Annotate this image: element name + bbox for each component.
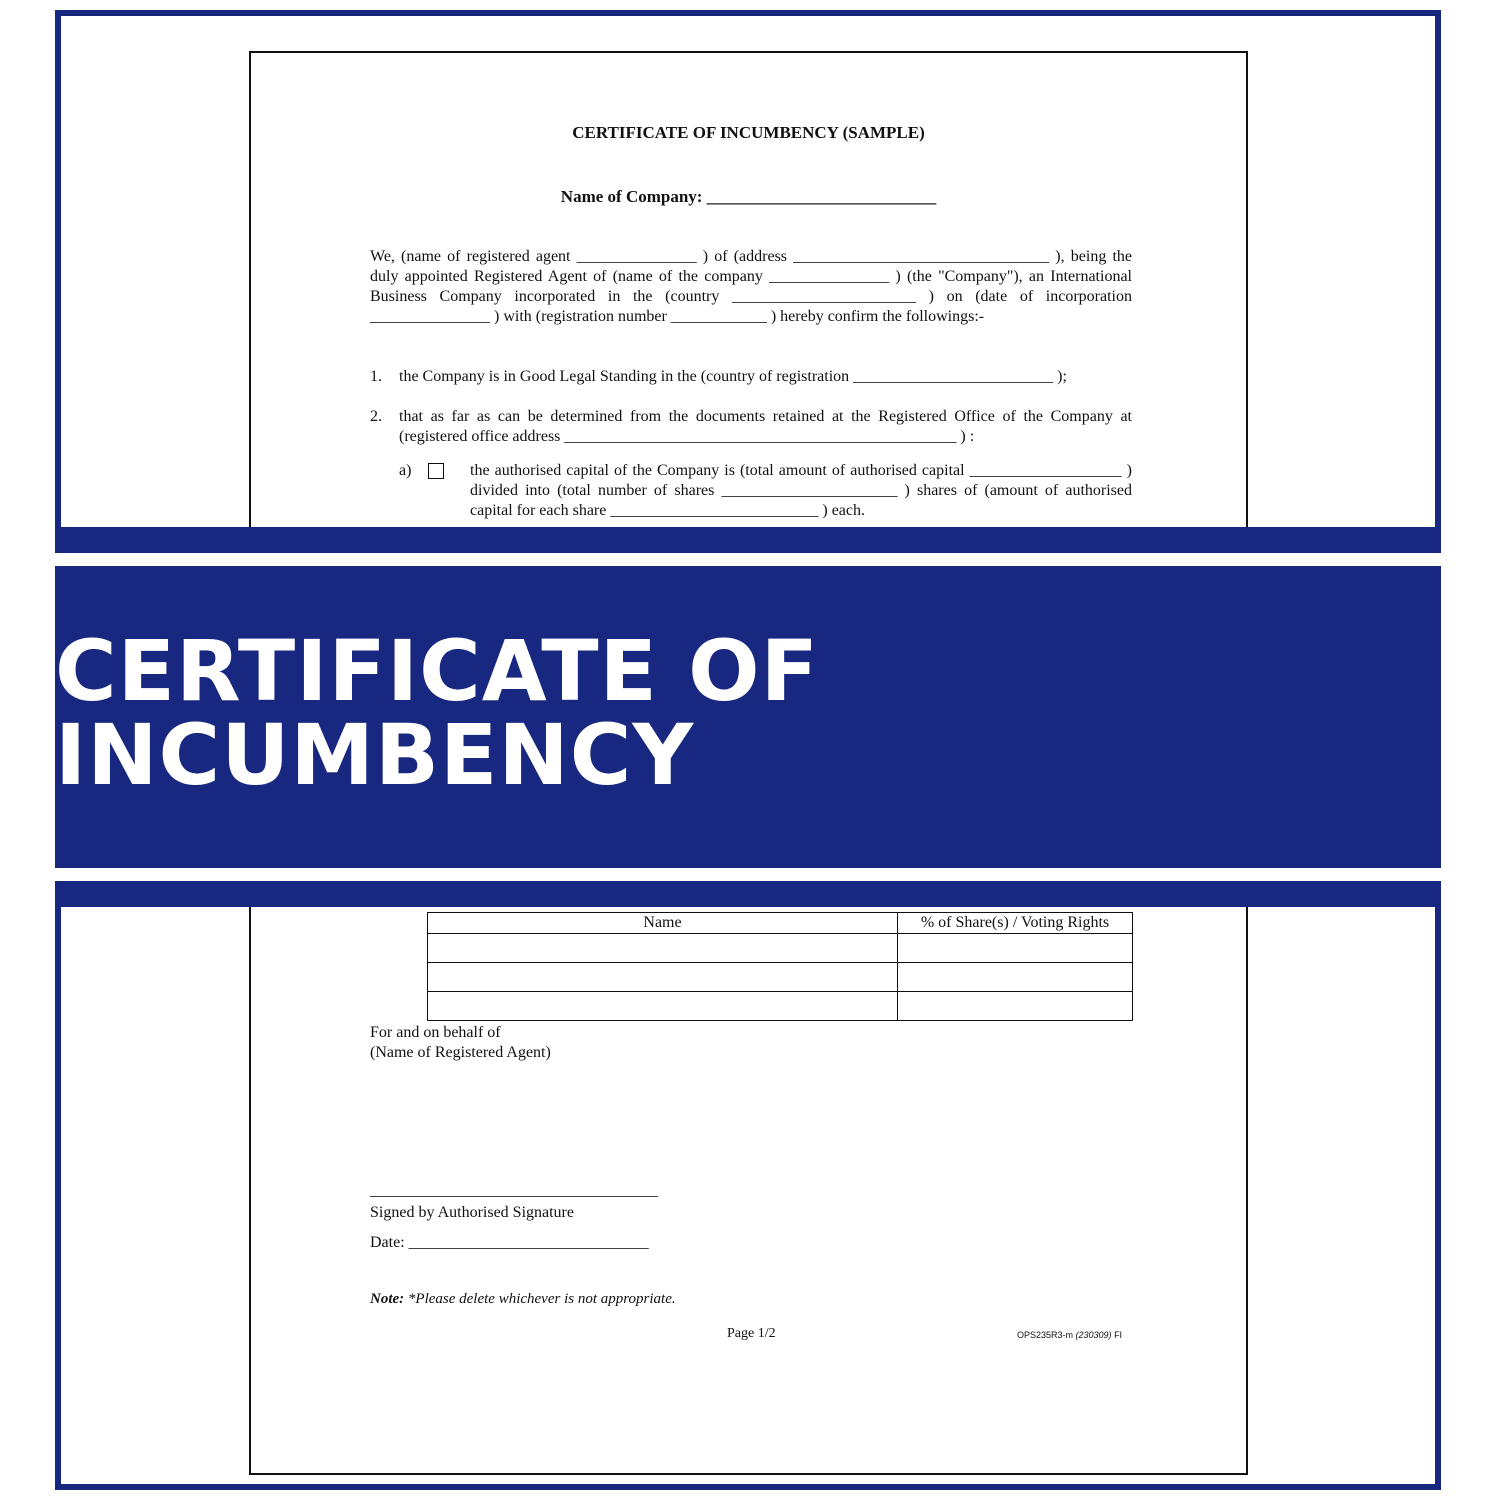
table-row bbox=[428, 963, 1133, 992]
column-header-share-percent: % of Share(s) / Voting Rights bbox=[898, 913, 1133, 934]
banner-title: CERTIFICATE OF INCUMBENCY bbox=[55, 622, 819, 804]
column-header-name: Name bbox=[428, 913, 898, 934]
form-code-prefix: OPS235R3-m bbox=[1017, 1330, 1076, 1340]
note-text: *Please delete whichever is not appropriate. bbox=[404, 1291, 676, 1307]
list-item-registered-office bbox=[370, 407, 1132, 447]
list-item-number: 2. bbox=[370, 408, 382, 425]
table-cell-name[interactable] bbox=[428, 963, 898, 992]
signed-by-label: Signed by Authorised Signature bbox=[370, 1204, 574, 1221]
table-row bbox=[428, 992, 1133, 1021]
footnote bbox=[370, 1289, 676, 1309]
date-field: Date: ______________________________ bbox=[370, 1234, 649, 1251]
table-cell-name[interactable] bbox=[428, 934, 898, 963]
table-header-row bbox=[428, 913, 1133, 934]
list-item-good-standing bbox=[370, 367, 1132, 387]
table-cell-share[interactable] bbox=[898, 934, 1133, 963]
company-name-line: Name of Company: ___________________________ bbox=[560, 187, 937, 206]
sub-item-text: the authorised capital of the Company is (total amount of authorised capital ___________________ ) divided into (total number of shares ______________________ ) shares of (amount of authorised capital for each share __________________________ ) each. bbox=[470, 462, 1132, 519]
authorised-capital-checkbox[interactable] bbox=[428, 463, 444, 479]
form-code bbox=[1017, 1330, 1122, 1340]
page-number: Page 1/2 bbox=[727, 1326, 776, 1341]
on-behalf-label: For and on behalf of bbox=[370, 1024, 501, 1041]
certificate-page-bottom bbox=[249, 907, 1248, 1475]
top-document-frame bbox=[55, 10, 1441, 553]
sub-item-authorised-capital bbox=[399, 461, 1132, 521]
list-item-text: the Company is in Good Legal Standing in the (country of registration _________________________ ); bbox=[399, 368, 1067, 385]
sub-item-label: a) bbox=[399, 462, 412, 479]
note-label: Note: bbox=[370, 1291, 405, 1307]
title-banner bbox=[55, 566, 1441, 868]
table-cell-name[interactable] bbox=[428, 992, 898, 1021]
table-cell-share[interactable] bbox=[898, 963, 1133, 992]
certificate-page-top bbox=[249, 51, 1248, 527]
intro-paragraph: We, (name of registered agent _______________ ) of (address ________________________________ ), being the duly appointed Registered Agent of (name of the company _______________ ) (the "Company"), an International Business Company incorporated in the (country _______________________ ) on (date of incorporation _______________ ) with (registration number ____________ ) hereby confirm the followings:- bbox=[370, 248, 1132, 325]
shareholder-table bbox=[427, 912, 1133, 1021]
document-title: CERTIFICATE OF INCUMBENCY (SAMPLE) bbox=[572, 123, 925, 142]
table-row bbox=[428, 934, 1133, 963]
list-item-number: 1. bbox=[370, 368, 382, 385]
bottom-document-frame bbox=[55, 881, 1441, 1490]
signature-line: ____________________________________ bbox=[370, 1182, 658, 1199]
registered-agent-name-label: (Name of Registered Agent) bbox=[370, 1044, 551, 1061]
bottom-document-viewport bbox=[61, 907, 1435, 1484]
form-code-date: (230309) bbox=[1075, 1330, 1112, 1340]
form-code-suffix: FI bbox=[1111, 1330, 1123, 1340]
table-cell-share[interactable] bbox=[898, 992, 1133, 1021]
list-item-text: that as far as can be determined from the documents retained at the Registered Office of the Company at (registered office address _________________________________________________ ) : bbox=[399, 408, 1132, 445]
top-document-viewport bbox=[61, 16, 1435, 527]
